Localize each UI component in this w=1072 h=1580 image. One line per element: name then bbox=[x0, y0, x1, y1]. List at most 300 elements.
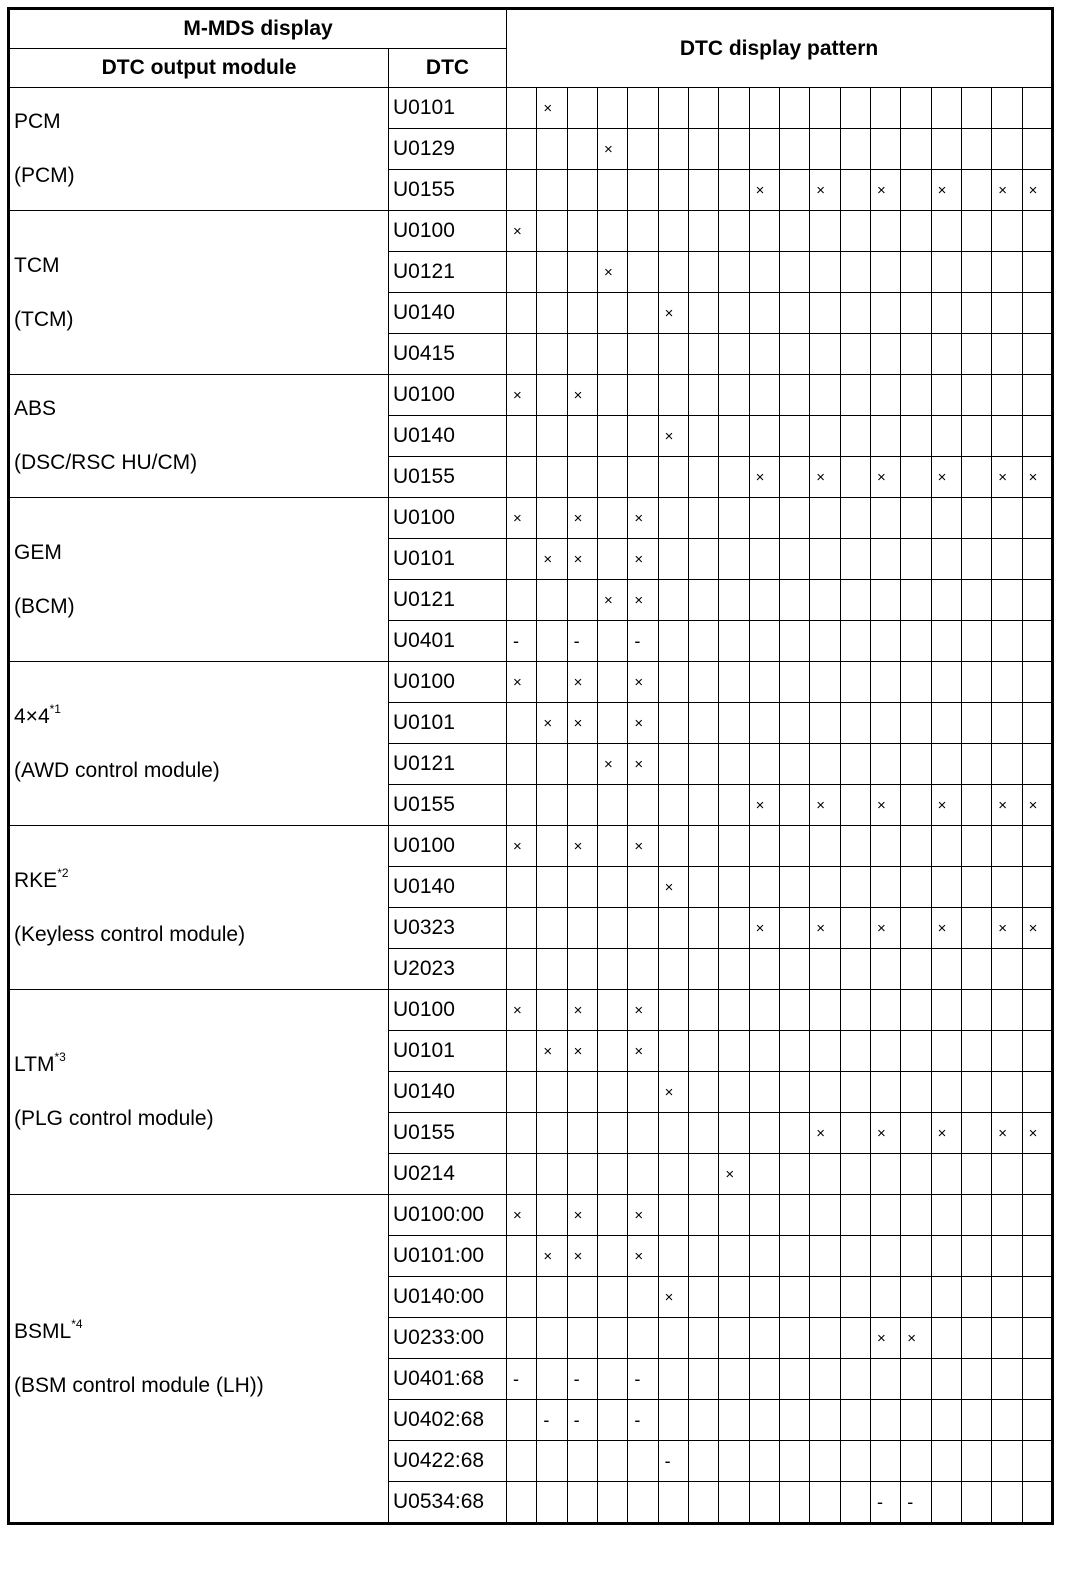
pattern-cell bbox=[537, 252, 567, 293]
dtc-table-container bbox=[7, 7, 1054, 1525]
pattern-cell bbox=[688, 334, 718, 375]
pattern-cell bbox=[779, 539, 809, 580]
pattern-cell bbox=[870, 580, 900, 621]
pattern-cell bbox=[931, 293, 961, 334]
pattern-cell bbox=[598, 1236, 628, 1277]
module-cell bbox=[9, 1195, 389, 1524]
pattern-cell bbox=[901, 1072, 931, 1113]
pattern-x-mark: × bbox=[507, 1195, 537, 1236]
pattern-cell bbox=[658, 129, 688, 170]
pattern-cell bbox=[961, 170, 991, 211]
pattern-cell bbox=[840, 498, 870, 539]
pattern-cell bbox=[658, 1400, 688, 1441]
pattern-cell bbox=[840, 703, 870, 744]
pattern-cell bbox=[870, 1359, 900, 1400]
pattern-cell bbox=[961, 990, 991, 1031]
pattern-cell bbox=[567, 170, 597, 211]
pattern-cell bbox=[688, 498, 718, 539]
pattern-cell bbox=[598, 334, 628, 375]
pattern-cell bbox=[507, 1154, 537, 1195]
pattern-cell bbox=[567, 744, 597, 785]
pattern-cell bbox=[567, 211, 597, 252]
pattern-cell bbox=[901, 826, 931, 867]
pattern-cell bbox=[567, 1277, 597, 1318]
pattern-cell bbox=[719, 457, 749, 498]
pattern-dash-mark: - bbox=[658, 1441, 688, 1482]
pattern-cell bbox=[658, 826, 688, 867]
table-row bbox=[9, 662, 1053, 703]
pattern-cell bbox=[840, 990, 870, 1031]
dtc-code: U0100 bbox=[389, 826, 507, 867]
pattern-cell bbox=[810, 88, 840, 129]
pattern-cell bbox=[628, 1277, 658, 1318]
pattern-cell bbox=[961, 1359, 991, 1400]
pattern-cell bbox=[870, 129, 900, 170]
pattern-cell bbox=[810, 539, 840, 580]
pattern-cell bbox=[870, 662, 900, 703]
dtc-code: U0323 bbox=[389, 908, 507, 949]
pattern-cell bbox=[628, 1072, 658, 1113]
pattern-cell bbox=[688, 211, 718, 252]
dtc-code: U0401 bbox=[389, 621, 507, 662]
pattern-cell bbox=[719, 1277, 749, 1318]
pattern-cell bbox=[779, 1031, 809, 1072]
pattern-cell bbox=[931, 990, 961, 1031]
footnote-marker: *3 bbox=[54, 1050, 66, 1064]
pattern-cell bbox=[779, 1441, 809, 1482]
pattern-cell bbox=[810, 744, 840, 785]
pattern-cell bbox=[810, 867, 840, 908]
pattern-cell bbox=[719, 1359, 749, 1400]
pattern-cell bbox=[992, 539, 1022, 580]
module-name bbox=[14, 1305, 388, 1359]
pattern-cell bbox=[719, 1236, 749, 1277]
pattern-cell bbox=[749, 334, 779, 375]
pattern-cell bbox=[810, 1359, 840, 1400]
pattern-cell bbox=[961, 1195, 991, 1236]
pattern-cell bbox=[628, 785, 658, 826]
pattern-cell bbox=[840, 744, 870, 785]
pattern-cell bbox=[719, 826, 749, 867]
pattern-cell bbox=[1022, 744, 1052, 785]
pattern-cell bbox=[537, 1482, 567, 1524]
module-description: (TCM) bbox=[14, 307, 74, 331]
module-description: (PCM) bbox=[14, 164, 75, 187]
pattern-cell bbox=[688, 1236, 718, 1277]
pattern-x-mark: × bbox=[931, 908, 961, 949]
pattern-cell bbox=[567, 785, 597, 826]
pattern-cell bbox=[567, 252, 597, 293]
pattern-cell bbox=[810, 1400, 840, 1441]
pattern-cell bbox=[931, 703, 961, 744]
pattern-cell bbox=[749, 703, 779, 744]
pattern-cell bbox=[598, 170, 628, 211]
pattern-cell bbox=[749, 1195, 779, 1236]
pattern-cell bbox=[537, 129, 567, 170]
pattern-cell bbox=[628, 457, 658, 498]
pattern-cell bbox=[992, 1195, 1022, 1236]
module-cell bbox=[9, 88, 389, 211]
pattern-x-mark: × bbox=[1022, 908, 1052, 949]
pattern-cell bbox=[719, 211, 749, 252]
pattern-cell bbox=[507, 785, 537, 826]
pattern-cell bbox=[931, 129, 961, 170]
pattern-cell bbox=[658, 949, 688, 990]
pattern-cell bbox=[719, 949, 749, 990]
pattern-cell bbox=[537, 211, 567, 252]
pattern-cell bbox=[537, 621, 567, 662]
pattern-x-mark: × bbox=[567, 375, 597, 416]
pattern-cell bbox=[840, 1277, 870, 1318]
pattern-cell bbox=[931, 1195, 961, 1236]
pattern-cell bbox=[961, 785, 991, 826]
pattern-cell bbox=[810, 1318, 840, 1359]
pattern-x-mark: × bbox=[628, 498, 658, 539]
dtc-code: U0155 bbox=[389, 457, 507, 498]
pattern-cell bbox=[931, 1400, 961, 1441]
pattern-cell bbox=[719, 252, 749, 293]
pattern-cell bbox=[537, 170, 567, 211]
pattern-cell bbox=[688, 88, 718, 129]
pattern-cell bbox=[1022, 211, 1052, 252]
pattern-cell bbox=[992, 375, 1022, 416]
pattern-cell bbox=[688, 908, 718, 949]
pattern-cell bbox=[931, 580, 961, 621]
dtc-code: U0101 bbox=[389, 88, 507, 129]
pattern-x-mark: × bbox=[658, 867, 688, 908]
pattern-cell bbox=[1022, 375, 1052, 416]
pattern-cell bbox=[719, 170, 749, 211]
pattern-cell bbox=[810, 826, 840, 867]
pattern-cell bbox=[719, 1195, 749, 1236]
pattern-cell bbox=[719, 662, 749, 703]
pattern-dash-mark: - bbox=[901, 1482, 931, 1524]
pattern-cell bbox=[688, 539, 718, 580]
pattern-cell bbox=[1022, 1359, 1052, 1400]
pattern-cell bbox=[901, 990, 931, 1031]
pattern-cell bbox=[658, 498, 688, 539]
pattern-cell bbox=[749, 1277, 779, 1318]
pattern-x-mark: × bbox=[537, 88, 567, 129]
module-name-text: PCM bbox=[14, 110, 61, 133]
pattern-cell bbox=[537, 826, 567, 867]
dtc-code: U0100 bbox=[389, 498, 507, 539]
pattern-cell bbox=[931, 949, 961, 990]
pattern-cell bbox=[719, 1318, 749, 1359]
pattern-x-mark: × bbox=[628, 539, 658, 580]
pattern-cell bbox=[810, 252, 840, 293]
pattern-dash-mark: - bbox=[870, 1482, 900, 1524]
pattern-x-mark: × bbox=[992, 785, 1022, 826]
pattern-x-mark: × bbox=[658, 1277, 688, 1318]
pattern-cell bbox=[992, 416, 1022, 457]
pattern-cell bbox=[537, 1318, 567, 1359]
pattern-cell bbox=[749, 1441, 779, 1482]
pattern-cell bbox=[507, 580, 537, 621]
pattern-cell bbox=[598, 990, 628, 1031]
pattern-cell bbox=[901, 744, 931, 785]
module-name-text: ABS bbox=[14, 397, 57, 420]
pattern-cell bbox=[567, 1072, 597, 1113]
dtc-code: U0121 bbox=[389, 580, 507, 621]
pattern-cell bbox=[870, 1277, 900, 1318]
pattern-cell bbox=[901, 662, 931, 703]
pattern-cell bbox=[507, 252, 537, 293]
pattern-cell bbox=[840, 1359, 870, 1400]
pattern-x-mark: × bbox=[628, 826, 658, 867]
pattern-cell bbox=[537, 334, 567, 375]
pattern-cell bbox=[840, 580, 870, 621]
pattern-cell bbox=[992, 949, 1022, 990]
pattern-cell bbox=[1022, 1195, 1052, 1236]
pattern-cell bbox=[870, 252, 900, 293]
pattern-x-mark: × bbox=[870, 170, 900, 211]
pattern-cell bbox=[992, 867, 1022, 908]
pattern-cell bbox=[901, 703, 931, 744]
pattern-cell bbox=[537, 949, 567, 990]
pattern-cell bbox=[779, 457, 809, 498]
pattern-x-mark: × bbox=[749, 785, 779, 826]
dtc-code: U0155 bbox=[389, 170, 507, 211]
pattern-x-mark: × bbox=[992, 908, 1022, 949]
pattern-cell bbox=[992, 1400, 1022, 1441]
pattern-cell bbox=[901, 1236, 931, 1277]
pattern-dash-mark: - bbox=[537, 1400, 567, 1441]
pattern-cell bbox=[961, 252, 991, 293]
pattern-cell bbox=[688, 1072, 718, 1113]
module-description: (BCM) bbox=[14, 594, 75, 618]
pattern-x-mark: × bbox=[658, 293, 688, 334]
pattern-cell bbox=[628, 1441, 658, 1482]
module-name-text: LTM bbox=[14, 1053, 55, 1076]
pattern-cell bbox=[870, 1236, 900, 1277]
pattern-x-mark: × bbox=[901, 1318, 931, 1359]
pattern-cell bbox=[658, 252, 688, 293]
pattern-cell bbox=[658, 1031, 688, 1072]
dtc-code: U2023 bbox=[389, 949, 507, 990]
pattern-cell bbox=[992, 1318, 1022, 1359]
pattern-cell bbox=[901, 252, 931, 293]
footnote-marker: *1 bbox=[49, 701, 61, 716]
pattern-cell bbox=[598, 1277, 628, 1318]
pattern-x-mark: × bbox=[870, 457, 900, 498]
dtc-display-pattern-header: DTC display pattern bbox=[507, 9, 1053, 88]
pattern-cell bbox=[961, 88, 991, 129]
pattern-cell bbox=[779, 498, 809, 539]
module-name bbox=[14, 690, 388, 744]
dtc-code: U0402:68 bbox=[389, 1400, 507, 1441]
pattern-cell bbox=[658, 908, 688, 949]
pattern-cell bbox=[658, 334, 688, 375]
pattern-cell bbox=[749, 949, 779, 990]
pattern-cell bbox=[779, 1113, 809, 1154]
pattern-x-mark: × bbox=[931, 457, 961, 498]
pattern-cell bbox=[810, 1072, 840, 1113]
pattern-x-mark: × bbox=[810, 457, 840, 498]
pattern-dash-mark: - bbox=[507, 1359, 537, 1400]
pattern-cell bbox=[688, 1113, 718, 1154]
pattern-cell bbox=[931, 252, 961, 293]
module-name-text: GEM bbox=[14, 540, 62, 564]
pattern-x-mark: × bbox=[598, 580, 628, 621]
pattern-cell bbox=[598, 457, 628, 498]
pattern-cell bbox=[1022, 1441, 1052, 1482]
pattern-cell bbox=[719, 580, 749, 621]
pattern-cell bbox=[719, 416, 749, 457]
pattern-cell bbox=[567, 908, 597, 949]
pattern-cell bbox=[658, 457, 688, 498]
pattern-cell bbox=[1022, 498, 1052, 539]
pattern-cell bbox=[628, 170, 658, 211]
pattern-cell bbox=[779, 1154, 809, 1195]
pattern-cell bbox=[628, 1113, 658, 1154]
dtc-code: U0101:00 bbox=[389, 1236, 507, 1277]
pattern-cell bbox=[719, 539, 749, 580]
pattern-x-mark: × bbox=[931, 1113, 961, 1154]
pattern-x-mark: × bbox=[567, 1031, 597, 1072]
pattern-cell bbox=[961, 539, 991, 580]
pattern-cell bbox=[719, 334, 749, 375]
pattern-cell bbox=[931, 334, 961, 375]
pattern-cell bbox=[840, 1318, 870, 1359]
pattern-cell bbox=[537, 990, 567, 1031]
pattern-dash-mark: - bbox=[507, 621, 537, 662]
pattern-cell bbox=[749, 375, 779, 416]
pattern-cell bbox=[779, 580, 809, 621]
pattern-cell bbox=[870, 1154, 900, 1195]
pattern-cell bbox=[992, 88, 1022, 129]
pattern-cell bbox=[658, 990, 688, 1031]
pattern-cell bbox=[840, 1195, 870, 1236]
pattern-cell bbox=[901, 867, 931, 908]
dtc-code: U0129 bbox=[389, 129, 507, 170]
module-name bbox=[14, 1038, 388, 1092]
pattern-cell bbox=[961, 1318, 991, 1359]
pattern-cell bbox=[719, 785, 749, 826]
pattern-x-mark: × bbox=[1022, 170, 1052, 211]
pattern-cell bbox=[598, 1031, 628, 1072]
pattern-cell bbox=[779, 908, 809, 949]
pattern-cell bbox=[870, 88, 900, 129]
pattern-cell bbox=[779, 1482, 809, 1524]
dtc-code: U0100 bbox=[389, 375, 507, 416]
pattern-cell bbox=[567, 867, 597, 908]
footnote-marker: *4 bbox=[71, 1316, 83, 1331]
pattern-cell bbox=[992, 252, 1022, 293]
pattern-x-mark: × bbox=[598, 252, 628, 293]
pattern-cell bbox=[537, 1154, 567, 1195]
pattern-x-mark: × bbox=[567, 1195, 597, 1236]
pattern-cell bbox=[961, 621, 991, 662]
dtc-code: U0140:00 bbox=[389, 1277, 507, 1318]
pattern-cell bbox=[779, 949, 809, 990]
pattern-x-mark: × bbox=[931, 785, 961, 826]
pattern-cell bbox=[688, 1195, 718, 1236]
pattern-x-mark: × bbox=[567, 703, 597, 744]
pattern-cell bbox=[567, 1482, 597, 1524]
pattern-x-mark: × bbox=[749, 170, 779, 211]
pattern-cell bbox=[507, 1318, 537, 1359]
pattern-cell bbox=[628, 1482, 658, 1524]
pattern-cell bbox=[507, 1482, 537, 1524]
module-name-text: 4×4 bbox=[14, 704, 50, 728]
module-cell bbox=[9, 211, 389, 375]
pattern-x-mark: × bbox=[1022, 457, 1052, 498]
pattern-cell bbox=[901, 908, 931, 949]
dtc-code: U0121 bbox=[389, 744, 507, 785]
pattern-cell bbox=[507, 129, 537, 170]
pattern-cell bbox=[537, 293, 567, 334]
pattern-cell bbox=[810, 1236, 840, 1277]
pattern-cell bbox=[598, 1072, 628, 1113]
pattern-cell bbox=[628, 949, 658, 990]
table-row bbox=[9, 211, 1053, 252]
pattern-cell bbox=[598, 88, 628, 129]
pattern-cell bbox=[931, 662, 961, 703]
pattern-cell bbox=[507, 539, 537, 580]
pattern-cell bbox=[507, 949, 537, 990]
pattern-cell bbox=[961, 1154, 991, 1195]
pattern-cell bbox=[719, 867, 749, 908]
pattern-cell bbox=[840, 1441, 870, 1482]
pattern-cell bbox=[901, 949, 931, 990]
pattern-cell bbox=[598, 949, 628, 990]
pattern-cell bbox=[961, 580, 991, 621]
pattern-cell bbox=[810, 621, 840, 662]
pattern-cell bbox=[749, 1318, 779, 1359]
pattern-cell bbox=[931, 1072, 961, 1113]
pattern-cell bbox=[537, 1277, 567, 1318]
table-row bbox=[9, 1195, 1053, 1236]
pattern-cell bbox=[931, 1359, 961, 1400]
dtc-code: U0140 bbox=[389, 1072, 507, 1113]
pattern-cell bbox=[961, 703, 991, 744]
pattern-cell bbox=[537, 1441, 567, 1482]
pattern-cell bbox=[901, 375, 931, 416]
pattern-cell bbox=[840, 867, 870, 908]
pattern-cell bbox=[779, 662, 809, 703]
pattern-cell bbox=[779, 785, 809, 826]
pattern-x-mark: × bbox=[598, 744, 628, 785]
pattern-cell bbox=[658, 170, 688, 211]
pattern-x-mark: × bbox=[507, 211, 537, 252]
pattern-cell bbox=[1022, 252, 1052, 293]
footnote-marker: *2 bbox=[57, 865, 69, 880]
pattern-cell bbox=[1022, 949, 1052, 990]
pattern-cell bbox=[961, 662, 991, 703]
pattern-cell bbox=[628, 1154, 658, 1195]
pattern-cell bbox=[749, 129, 779, 170]
pattern-cell bbox=[931, 621, 961, 662]
pattern-cell bbox=[961, 457, 991, 498]
pattern-cell bbox=[688, 1318, 718, 1359]
pattern-cell bbox=[719, 1072, 749, 1113]
pattern-cell bbox=[840, 88, 870, 129]
pattern-cell bbox=[840, 375, 870, 416]
pattern-cell bbox=[658, 662, 688, 703]
pattern-x-mark: × bbox=[507, 662, 537, 703]
pattern-cell bbox=[749, 252, 779, 293]
pattern-x-mark: × bbox=[628, 662, 658, 703]
pattern-cell bbox=[507, 703, 537, 744]
pattern-cell bbox=[870, 1400, 900, 1441]
pattern-cell bbox=[658, 539, 688, 580]
pattern-cell bbox=[810, 703, 840, 744]
pattern-cell bbox=[658, 211, 688, 252]
pattern-cell bbox=[507, 1236, 537, 1277]
pattern-x-mark: × bbox=[537, 1236, 567, 1277]
pattern-cell bbox=[931, 1482, 961, 1524]
